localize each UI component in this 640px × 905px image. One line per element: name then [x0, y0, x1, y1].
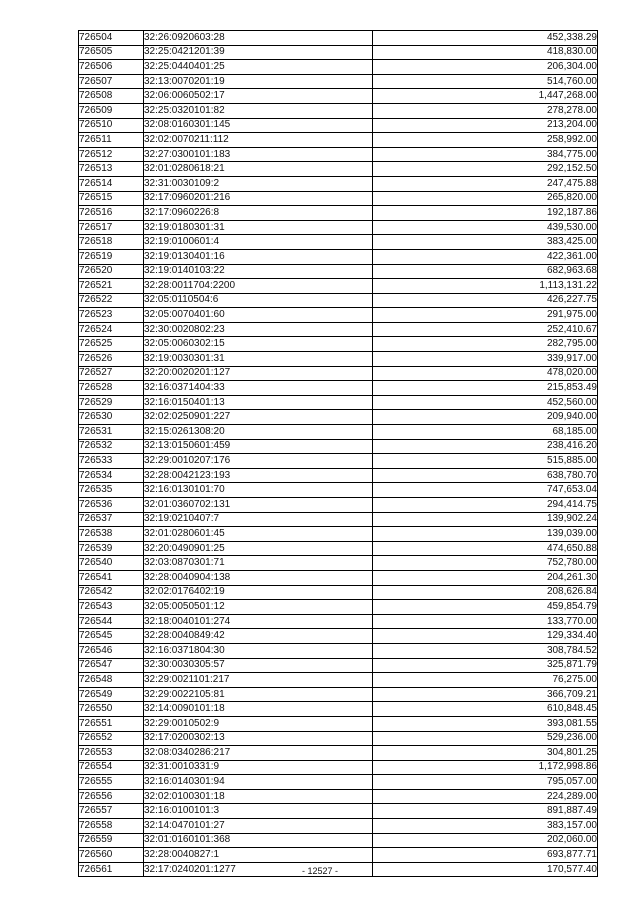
record-id-cell: 726528: [79, 381, 144, 396]
page-number: - 12527 -: [301, 866, 339, 876]
table-row: [79, 118, 598, 133]
table-row: [79, 322, 598, 337]
amount-cell: 393,081.55: [373, 716, 598, 731]
record-id-cell: 726540: [79, 556, 144, 571]
amount-cell: 795,057.00: [373, 775, 598, 790]
amount-cell: 459,854.79: [373, 600, 598, 615]
table-row: [79, 176, 598, 191]
record-id-cell: 726549: [79, 687, 144, 702]
cadastral-number-cell: 32:05:0060302:15: [144, 337, 373, 352]
table-row: [79, 731, 598, 746]
cadastral-number-cell: 32:17:0960201:216: [144, 191, 373, 206]
table-row: [79, 89, 598, 104]
table-row: [79, 702, 598, 717]
amount-cell: 209,940.00: [373, 410, 598, 425]
amount-cell: 383,157.00: [373, 819, 598, 834]
record-id-cell: 726558: [79, 819, 144, 834]
amount-cell: 383,425.00: [373, 235, 598, 250]
amount-cell: 452,560.00: [373, 395, 598, 410]
cadastral-number-cell: 32:14:0470101:27: [144, 819, 373, 834]
amount-cell: 747,653.04: [373, 483, 598, 498]
record-id-cell: 726523: [79, 308, 144, 323]
cadastral-number-cell: 32:25:0421201:39: [144, 45, 373, 60]
record-id-cell: 726538: [79, 527, 144, 542]
record-id-cell: 726511: [79, 133, 144, 148]
amount-cell: 752,780.00: [373, 556, 598, 571]
cadastral-number-cell: 32:17:0960226:8: [144, 206, 373, 221]
table-row: [79, 527, 598, 542]
record-id-cell: 726507: [79, 74, 144, 89]
record-id-cell: 726519: [79, 249, 144, 264]
cadastral-number-cell: 32:01:0360702:131: [144, 498, 373, 513]
cadastral-number-cell: 32:19:0140103:22: [144, 264, 373, 279]
cadastral-number-cell: 32:29:0021101:217: [144, 673, 373, 688]
table-row: [79, 775, 598, 790]
cadastral-number-cell: 32:14:0090101:18: [144, 702, 373, 717]
table-row: [79, 410, 598, 425]
cadastral-number-cell: 32:28:0040849:42: [144, 629, 373, 644]
cadastral-number-cell: 32:16:0100101:3: [144, 804, 373, 819]
amount-cell: 213,204.00: [373, 118, 598, 133]
record-id-cell: 726506: [79, 60, 144, 75]
table-row: [79, 498, 598, 513]
record-id-cell: 726527: [79, 366, 144, 381]
amount-cell: 247,475.88: [373, 176, 598, 191]
cadastral-number-cell: 32:29:0010502:9: [144, 716, 373, 731]
amount-cell: 139,039.00: [373, 527, 598, 542]
cadastral-number-cell: 32:28:0042123:193: [144, 468, 373, 483]
cadastral-number-cell: 32:19:0030301:31: [144, 352, 373, 367]
record-id-cell: 726524: [79, 322, 144, 337]
table-row: [79, 629, 598, 644]
table-row: [79, 804, 598, 819]
amount-cell: 133,770.00: [373, 614, 598, 629]
table-row: [79, 468, 598, 483]
amount-cell: 258,992.00: [373, 133, 598, 148]
record-id-cell: 726541: [79, 570, 144, 585]
table-row: [79, 614, 598, 629]
table-row: [79, 235, 598, 250]
record-id-cell: 726551: [79, 716, 144, 731]
cadastral-number-cell: 32:01:0280618:21: [144, 162, 373, 177]
amount-cell: 68,185.00: [373, 425, 598, 440]
table-row: [79, 366, 598, 381]
record-id-cell: 726561: [79, 862, 144, 877]
table-row: [79, 454, 598, 469]
table-row: [79, 31, 598, 46]
record-id-cell: 726544: [79, 614, 144, 629]
table-row: [79, 585, 598, 600]
record-id-cell: 726557: [79, 804, 144, 819]
amount-cell: 308,784.52: [373, 643, 598, 658]
record-id-cell: 726516: [79, 206, 144, 221]
cadastral-number-cell: 32:31:0010331:9: [144, 760, 373, 775]
amount-cell: 529,236.00: [373, 731, 598, 746]
cadastral-number-cell: 32:16:0140301:94: [144, 775, 373, 790]
record-id-cell: 726532: [79, 439, 144, 454]
amount-cell: 366,709.21: [373, 687, 598, 702]
record-id-cell: 726539: [79, 541, 144, 556]
record-id-cell: 726546: [79, 643, 144, 658]
amount-cell: 610,848.45: [373, 702, 598, 717]
amount-cell: 76,275.00: [373, 673, 598, 688]
table-row: [79, 206, 598, 221]
cadastral-number-cell: 32:16:0130101:70: [144, 483, 373, 498]
record-id-cell: 726531: [79, 425, 144, 440]
record-id-cell: 726504: [79, 31, 144, 46]
cadastral-number-cell: 32:17:0240201:1277: [144, 862, 373, 877]
cadastral-number-cell: 32:05:0070401:60: [144, 308, 373, 323]
amount-cell: 474,650.88: [373, 541, 598, 556]
table-row: [79, 819, 598, 834]
cadastral-number-cell: 32:19:0130401:16: [144, 249, 373, 264]
cadastral-number-cell: 32:13:0150601:459: [144, 439, 373, 454]
cadastral-number-cell: 32:01:0160101:368: [144, 833, 373, 848]
record-id-cell: 726545: [79, 629, 144, 644]
amount-cell: 278,278.00: [373, 103, 598, 118]
table-row: [79, 746, 598, 761]
amount-cell: 215,853.49: [373, 381, 598, 396]
amount-cell: 478,020.00: [373, 366, 598, 381]
cadastral-number-cell: 32:19:0180301:31: [144, 220, 373, 235]
amount-cell: 224,289.00: [373, 789, 598, 804]
cadastral-number-cell: 32:02:0100301:18: [144, 789, 373, 804]
record-id-cell: 726526: [79, 352, 144, 367]
ledger-table-body: [79, 31, 598, 877]
amount-cell: 1,113,131.22: [373, 279, 598, 294]
amount-cell: 294,414.75: [373, 498, 598, 513]
table-row: [79, 760, 598, 775]
amount-cell: 693,877.71: [373, 848, 598, 863]
record-id-cell: 726520: [79, 264, 144, 279]
amount-cell: 238,416.20: [373, 439, 598, 454]
amount-cell: 422,361.00: [373, 249, 598, 264]
cadastral-number-cell: 32:25:0440401:25: [144, 60, 373, 75]
amount-cell: 515,885.00: [373, 454, 598, 469]
cadastral-number-cell: 32:19:0210407:7: [144, 512, 373, 527]
table-row: [79, 658, 598, 673]
record-id-cell: 726554: [79, 760, 144, 775]
amount-cell: 304,801.25: [373, 746, 598, 761]
table-row: [79, 191, 598, 206]
cadastral-number-cell: 32:28:0011704:2200: [144, 279, 373, 294]
cadastral-number-cell: 32:05:0110504:6: [144, 293, 373, 308]
table-row: [79, 789, 598, 804]
record-id-cell: 726535: [79, 483, 144, 498]
amount-cell: 129,334.40: [373, 629, 598, 644]
amount-cell: 202,060.00: [373, 833, 598, 848]
record-id-cell: 726521: [79, 279, 144, 294]
record-id-cell: 726536: [79, 498, 144, 513]
table-row: [79, 60, 598, 75]
amount-cell: 292,152.50: [373, 162, 598, 177]
table-row: [79, 483, 598, 498]
table-row: [79, 716, 598, 731]
table-row: [79, 147, 598, 162]
table-row: [79, 848, 598, 863]
amount-cell: 384,775.00: [373, 147, 598, 162]
amount-cell: 339,917.00: [373, 352, 598, 367]
record-id-cell: 726513: [79, 162, 144, 177]
cadastral-number-cell: 32:08:0160301:145: [144, 118, 373, 133]
record-id-cell: 726525: [79, 337, 144, 352]
record-id-cell: 726522: [79, 293, 144, 308]
amount-cell: 891,887.49: [373, 804, 598, 819]
table-row: [79, 425, 598, 440]
table-row: [79, 45, 598, 60]
amount-cell: 1,447,268.00: [373, 89, 598, 104]
table-row: [79, 512, 598, 527]
amount-cell: 206,304.00: [373, 60, 598, 75]
table-row: [79, 556, 598, 571]
amount-cell: 282,795.00: [373, 337, 598, 352]
amount-cell: 170,577.40: [373, 862, 598, 877]
amount-cell: 439,530.00: [373, 220, 598, 235]
record-id-cell: 726514: [79, 176, 144, 191]
table-row: [79, 220, 598, 235]
cadastral-number-cell: 32:16:0371804:30: [144, 643, 373, 658]
table-row: [79, 643, 598, 658]
record-id-cell: 726537: [79, 512, 144, 527]
amount-cell: 204,261.30: [373, 570, 598, 585]
record-id-cell: 726530: [79, 410, 144, 425]
cadastral-number-cell: 32:30:0030305:57: [144, 658, 373, 673]
cadastral-number-cell: 32:27:0300101:183: [144, 147, 373, 162]
cadastral-number-cell: 32:19:0100601:4: [144, 235, 373, 250]
record-id-cell: 726512: [79, 147, 144, 162]
amount-cell: 208,626.84: [373, 585, 598, 600]
record-id-cell: 726510: [79, 118, 144, 133]
amount-cell: 265,820.00: [373, 191, 598, 206]
table-row: [79, 103, 598, 118]
cadastral-number-cell: 32:17:0200302:13: [144, 731, 373, 746]
cadastral-number-cell: 32:03:0870301:71: [144, 556, 373, 571]
record-id-cell: 726505: [79, 45, 144, 60]
amount-cell: 1,172,998.86: [373, 760, 598, 775]
cadastral-number-cell: 32:28:0040904:138: [144, 570, 373, 585]
cadastral-number-cell: 32:06:0060502:17: [144, 89, 373, 104]
cadastral-number-cell: 32:01:0280601:45: [144, 527, 373, 542]
ledger-table: [78, 30, 598, 877]
cadastral-number-cell: 32:02:0250901:227: [144, 410, 373, 425]
cadastral-number-cell: 32:02:0070211:112: [144, 133, 373, 148]
amount-cell: 139,902.24: [373, 512, 598, 527]
amount-cell: 418,830.00: [373, 45, 598, 60]
table-row: [79, 439, 598, 454]
record-id-cell: 726543: [79, 600, 144, 615]
table-row: [79, 600, 598, 615]
record-id-cell: 726555: [79, 775, 144, 790]
cadastral-number-cell: 32:26:0920603:28: [144, 31, 373, 46]
amount-cell: 514,760.00: [373, 74, 598, 89]
record-id-cell: 726553: [79, 746, 144, 761]
record-id-cell: 726547: [79, 658, 144, 673]
amount-cell: 638,780.70: [373, 468, 598, 483]
cadastral-number-cell: 32:15:0261308:20: [144, 425, 373, 440]
amount-cell: 426,227.75: [373, 293, 598, 308]
table-row: [79, 833, 598, 848]
record-id-cell: 726552: [79, 731, 144, 746]
cadastral-number-cell: 32:28:0040827:1: [144, 848, 373, 863]
record-id-cell: 726534: [79, 468, 144, 483]
amount-cell: 452,338.29: [373, 31, 598, 46]
record-id-cell: 726508: [79, 89, 144, 104]
cadastral-number-cell: 32:29:0022105:81: [144, 687, 373, 702]
table-row: [79, 264, 598, 279]
table-row: [79, 74, 598, 89]
cadastral-number-cell: 32:13:0070201:19: [144, 74, 373, 89]
cadastral-number-cell: 32:31:0030109:2: [144, 176, 373, 191]
record-id-cell: 726529: [79, 395, 144, 410]
record-id-cell: 726556: [79, 789, 144, 804]
table-row: [79, 293, 598, 308]
amount-cell: 252,410.67: [373, 322, 598, 337]
amount-cell: 291,975.00: [373, 308, 598, 323]
cadastral-number-cell: 32:18:0040101:274: [144, 614, 373, 629]
table-row: [79, 541, 598, 556]
cadastral-number-cell: 32:29:0010207:176: [144, 454, 373, 469]
amount-cell: 192,187.86: [373, 206, 598, 221]
table-row: [79, 395, 598, 410]
record-id-cell: 726548: [79, 673, 144, 688]
table-row: [79, 337, 598, 352]
record-id-cell: 726550: [79, 702, 144, 717]
table-row: [79, 249, 598, 264]
record-id-cell: 726509: [79, 103, 144, 118]
cadastral-number-cell: 32:05:0050501:12: [144, 600, 373, 615]
cadastral-number-cell: 32:20:0490901:25: [144, 541, 373, 556]
table-row: [79, 687, 598, 702]
amount-cell: 682,963.68: [373, 264, 598, 279]
cadastral-number-cell: 32:25:0320101:82: [144, 103, 373, 118]
cadastral-number-cell: 32:02:0176402:19: [144, 585, 373, 600]
cadastral-number-cell: 32:16:0371404:33: [144, 381, 373, 396]
record-id-cell: 726542: [79, 585, 144, 600]
cadastral-number-cell: 32:30:0020802:23: [144, 322, 373, 337]
table-row: [79, 570, 598, 585]
record-id-cell: 726559: [79, 833, 144, 848]
table-row: [79, 381, 598, 396]
cadastral-number-cell: 32:08:0340286:217: [144, 746, 373, 761]
amount-cell: 325,871.79: [373, 658, 598, 673]
record-id-cell: 726517: [79, 220, 144, 235]
table-row: [79, 162, 598, 177]
record-id-cell: 726518: [79, 235, 144, 250]
record-id-cell: 726533: [79, 454, 144, 469]
record-id-cell: 726560: [79, 848, 144, 863]
table-row: [79, 352, 598, 367]
record-id-cell: 726515: [79, 191, 144, 206]
table-row: [79, 279, 598, 294]
table-row: [79, 133, 598, 148]
table-row: [79, 673, 598, 688]
cadastral-number-cell: 32:16:0150401:13: [144, 395, 373, 410]
table-row: [79, 308, 598, 323]
cadastral-number-cell: 32:20:0020201:127: [144, 366, 373, 381]
